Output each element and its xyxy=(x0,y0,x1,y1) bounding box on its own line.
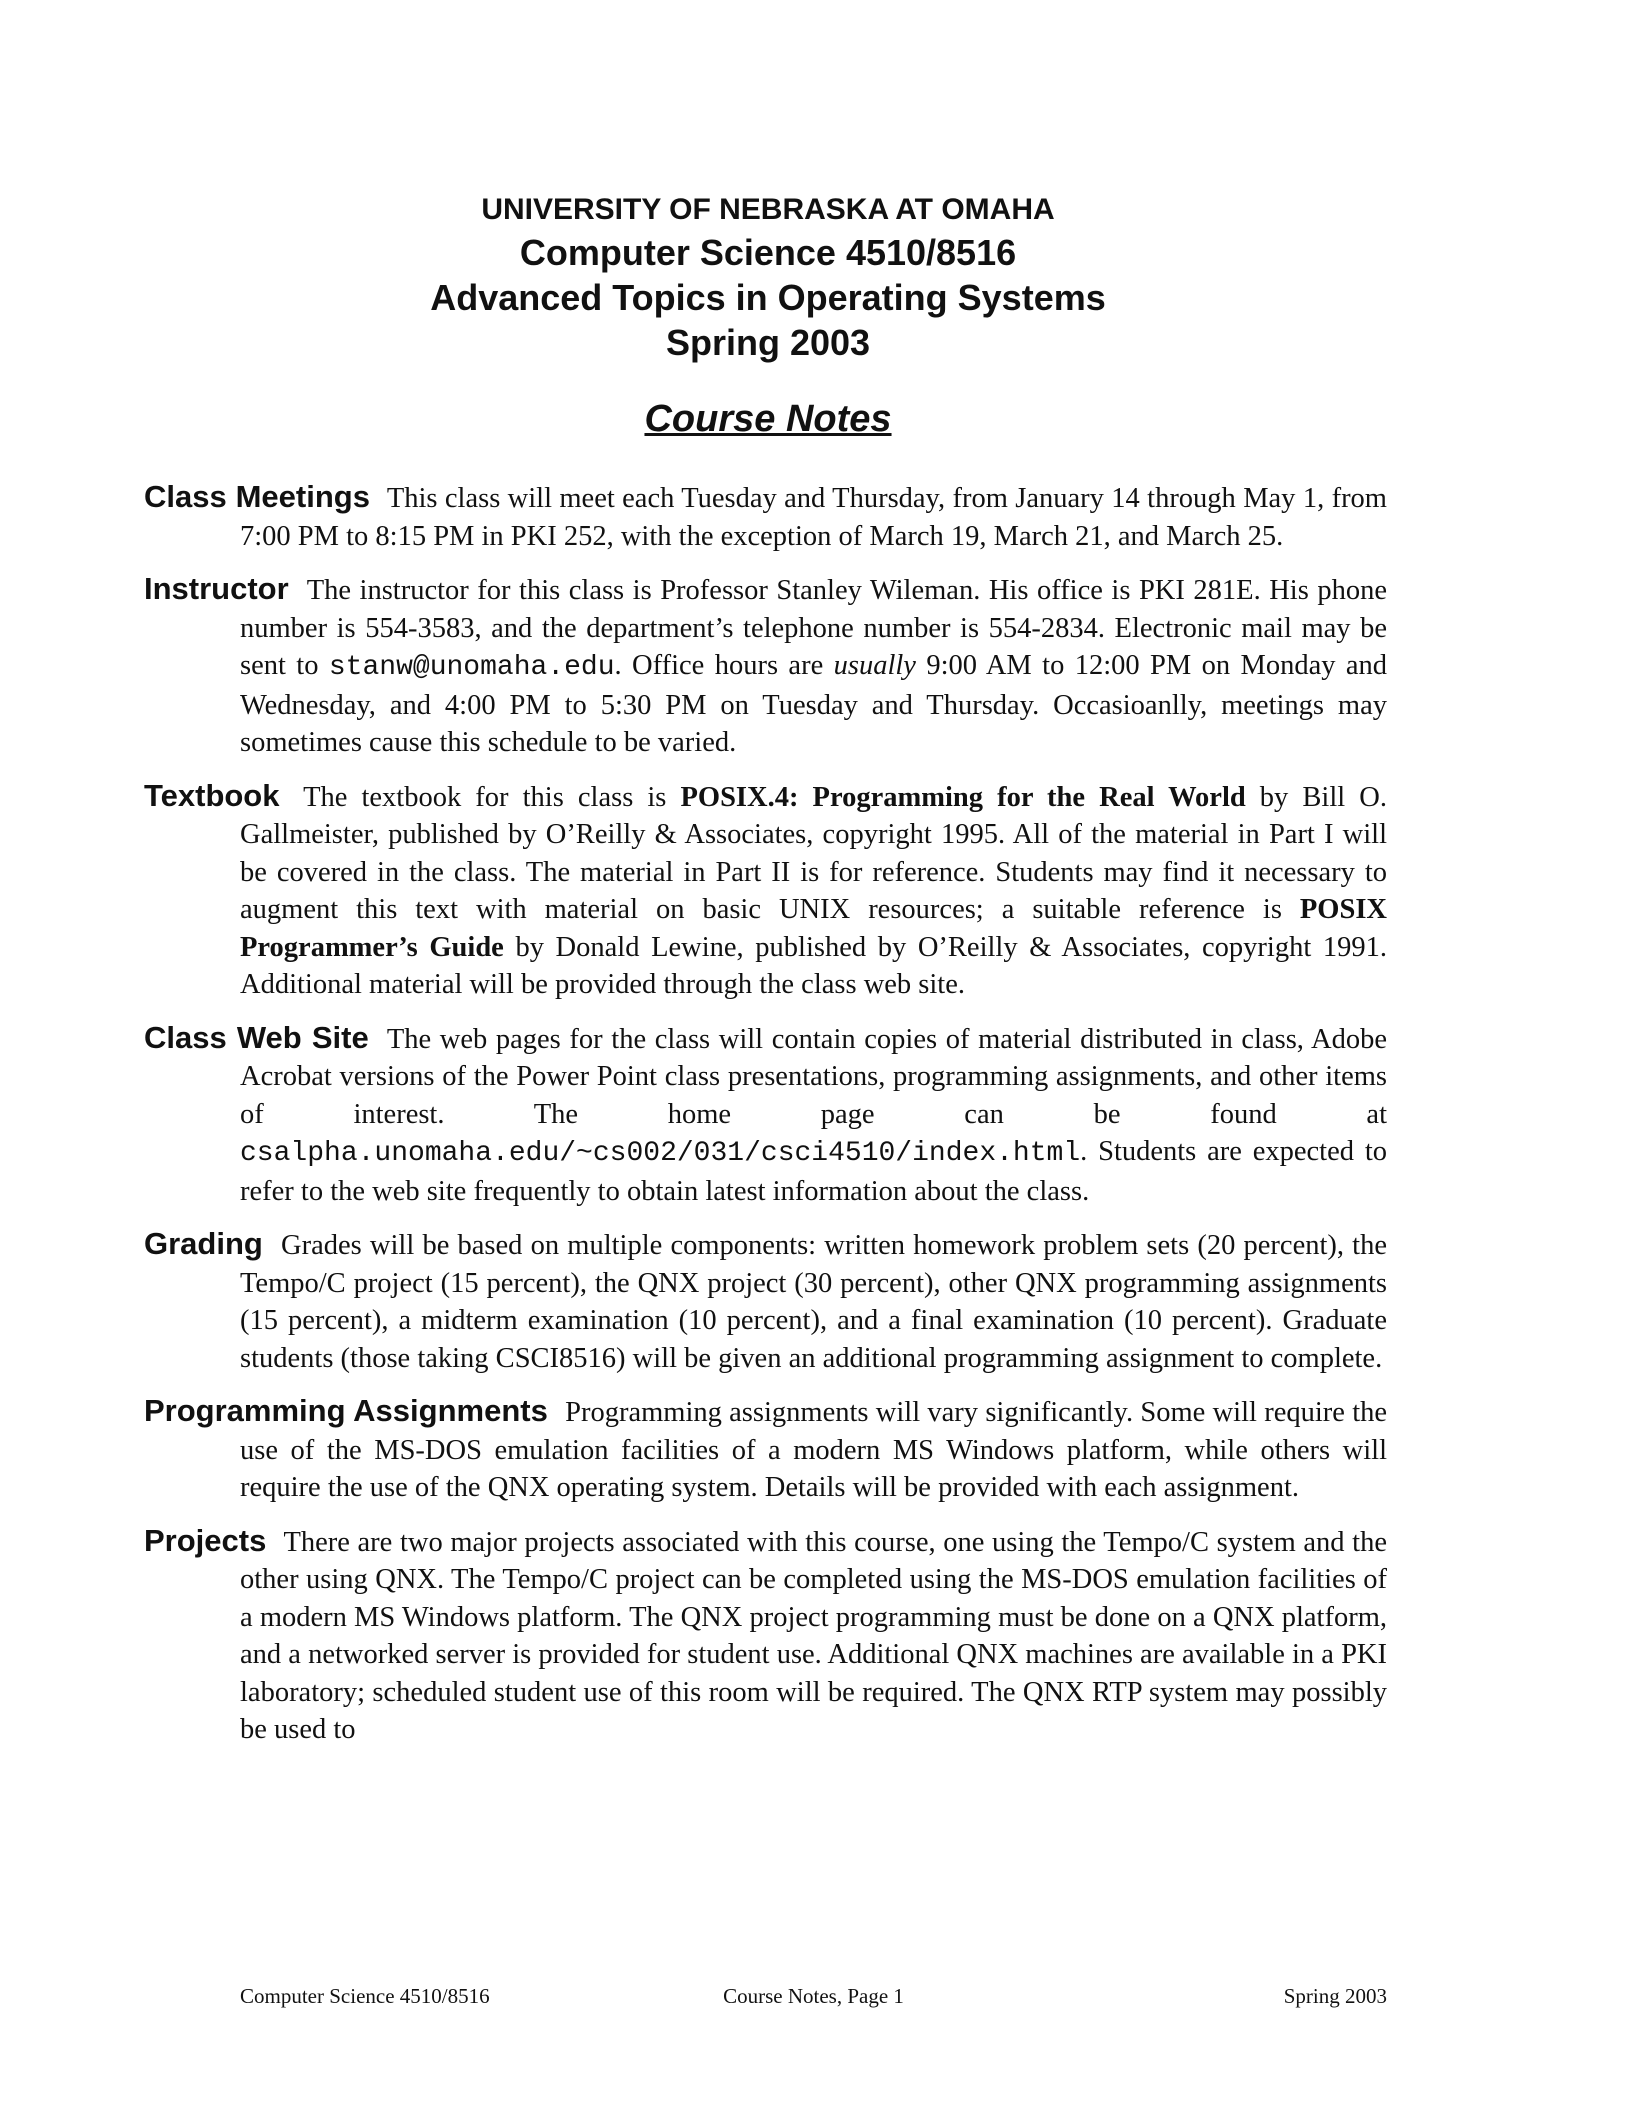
class-meetings-heading: Class Meetings xyxy=(144,479,370,514)
programming-assignments-text: Programming assignments will vary significantly. Some will require the use of the MS-DOS emulation facilities of a modern MS Windows platform, while others will require the use of the QNX operating system. Details will be provided with each assignment. xyxy=(240,1397,1388,1503)
instructor-text: . Office hours are xyxy=(614,650,834,681)
course-notes-body xyxy=(144,478,1387,1764)
instructor-email: stanw@unomaha.edu xyxy=(328,652,615,683)
class-meetings-text: This class will meet each Tuesday and Thursday, from January 14 through May 1, from 7:00 PM to 8:15 PM in PKI 252, with the exception of March 19, March 21, and March 25. xyxy=(240,483,1387,552)
instructor-section xyxy=(144,570,1387,762)
course-term: Spring 2003 xyxy=(665,322,871,363)
footer-term: Spring 2003 xyxy=(1283,1984,1387,2008)
projects-section xyxy=(144,1522,1387,1749)
instructor-usually: usually xyxy=(833,650,916,681)
textbook-section xyxy=(144,777,1387,1004)
programming-assignments-section xyxy=(144,1392,1387,1507)
footer-course: Computer Science 4510/8516 xyxy=(240,1984,490,2008)
university-name: UNIVERSITY OF NEBRASKA AT OMAHA xyxy=(481,193,1055,226)
web-site-heading: Class Web Site xyxy=(144,1019,369,1055)
course-subject: Advanced Topics in Operating Systems xyxy=(430,277,1106,318)
projects-text: There are two major projects associated with this course, one using the Tempo/C system and the other using QNX. The Tempo/C project can be completed using the MS-DOS emulation facilities of a modern MS Windows platform. The QNX project programming must be done on a QNX platform, and a networked server is provided for student use. Additional QNX machines are available in a PKI laboratory; scheduled student use of this room will be required. The QNX RTP system may possibly be used to xyxy=(240,1526,1387,1745)
web-site-text: . Students are expected to refer to the web site frequently to obtain latest information about the class. xyxy=(240,1136,1387,1207)
web-site-url: csalpha.unomaha.edu/~cs002/031/csci4510/index.html xyxy=(240,1138,1081,1169)
textbook-heading: Textbook xyxy=(144,777,280,813)
class-meetings-section xyxy=(144,478,1387,555)
document-header xyxy=(0,190,1536,443)
footer-page-label: Course Notes, Page 1 xyxy=(723,1984,904,2008)
textbook-text: by Donald Lewine, published by O’Reilly & Associates, copyright 1991. Additional material will be provided through the class web site. xyxy=(240,931,1388,1000)
textbook-title-primary: POSIX.4: Programming for the Real World xyxy=(680,781,1246,813)
web-site-text: The web pages for the class will contain copies of material distributed in class, Adobe Acrobat versions of the Power Point class presentations, programming assignments, and other items of interest. The home page can be found at xyxy=(240,1023,1387,1130)
projects-heading: Projects xyxy=(144,1522,267,1558)
grading-heading: Grading xyxy=(144,1226,263,1261)
programming-assignments-heading: Programming Assignments xyxy=(144,1393,548,1428)
textbook-text: by Bill O. Gallmeister, published by O’Reilly & Associates, copyright 1995. All of the material in Part I will be covered in the class. The material in Part II is for reference. Students may find it necessary to augment this text with material on basic UNIX resources; a suitable reference is xyxy=(240,781,1387,925)
grading-text: Grades will be based on multiple components: written homework problem sets (20 percent), the Tempo/C project (15 percent), the QNX project (30 percent), other QNX programming assignments (15 percent), a midterm examination (10 percent), and a final examination (10 percent). Graduate students (those taking CSCI8516) will be given an additional programming assignment to complete. xyxy=(240,1230,1387,1374)
web-site-section xyxy=(144,1019,1387,1211)
instructor-text: The instructor for this class is Professor Stanley Wileman. His office is PKI 281E. His phone number is 554-3583, and the department’s telephone number is 554-2834. Electronic mail may be sent to xyxy=(240,575,1387,681)
course-notes-title: Course Notes xyxy=(644,398,892,440)
instructor-heading: Instructor xyxy=(144,571,289,606)
grading-section xyxy=(144,1225,1387,1377)
course-number: Computer Science 4510/8516 xyxy=(519,232,1017,273)
textbook-title-reference: POSIX Programmer’s Guide xyxy=(240,894,1387,963)
textbook-text: The textbook for this class is xyxy=(303,781,681,813)
instructor-text: 9:00 AM to 12:00 PM on Monday and Wednesday, and 4:00 PM to 5:30 PM on Tuesday and Thursday. Occasioanlly, meetings may sometimes cause this schedule to be varied. xyxy=(240,650,1388,758)
